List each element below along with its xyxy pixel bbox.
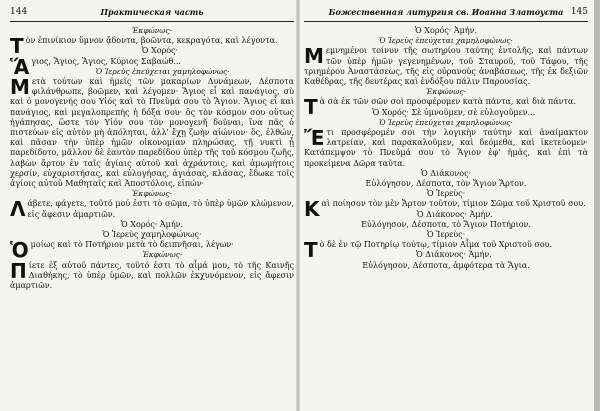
rubric: Ὁ Ἱερεὺς ἐπεύχεται χαμηλοφώνως· xyxy=(95,66,230,76)
paragraph xyxy=(304,46,588,87)
paragraph-text: γιος, Ἅγιος, Ἅγιος, Κύριος Σαβαώθ... xyxy=(31,56,181,66)
drop-cap: Ὁ xyxy=(10,238,29,263)
text-line: Εὐλόγησον, Δέσποτα, τὸ Ἅγιον Ποτήριον. xyxy=(361,219,531,229)
rubric: Ἐκφώνως· xyxy=(132,189,172,199)
paragraph-text: ὰ σὰ ἐκ τῶν σῶν σοὶ προσφέρομεν κατὰ πάντα, καὶ διὰ πάντα. xyxy=(319,97,576,107)
paragraph-text: τι προσφέρομέν σοι τὴν λογικὴν ταύτην καὶ ἀναίμακτον λατρείαν, καὶ παρακαλοῦμεν, καὶ δεόμεθα, καὶ ἱκετεύομεν· Κατάπεμψον τὸ Πνεῦμά σου τὸ Ἅγιον ἐφ' ἡμᾶς, καὶ ἐπὶ τὰ προκείμενα Δῶρα ταῦτα. xyxy=(304,128,588,168)
paragraph-text: ίετε ἐξ αὐτοῦ πάντες, τοῦτό ἐστι τὸ αἷμά μου, τὸ τῆς Καινῆς Διαθήκης, τὸ ὑπὲρ ὑμῶν, καὶ πολλῶν ἐκχυνόμενον, εἰς ἄφεσιν ἁμαρτιῶν. xyxy=(10,260,294,291)
drop-cap: Ἅ xyxy=(10,54,30,79)
drop-cap: Τ xyxy=(304,95,318,120)
speaker-line: Ὁ Χορός· xyxy=(141,46,179,56)
speaker-line: Ὁ Χορός· Σὲ ὑμνοῦμεν, σὲ εὐλογοῦμεν... xyxy=(372,107,536,117)
rubric: Ὁ Ἱερεὺς ἐπεύχεται χαμηλοφώνως· xyxy=(379,117,513,127)
paragraph xyxy=(304,128,588,169)
page-number-left: 144 xyxy=(10,7,28,17)
drop-cap: Π xyxy=(10,258,27,283)
rubric: Ἐκφώνως· xyxy=(132,26,172,35)
left-page-header xyxy=(10,7,294,22)
speaker-line: Ὁ Διάκονος· xyxy=(420,168,472,178)
running-title-left: Практическая часть xyxy=(100,7,204,17)
right-page-body xyxy=(304,26,588,271)
paragraph-text: μοίως καὶ τὸ Ποτήριον μετὰ τὸ δειπνῆσαι, λέγων· xyxy=(30,240,234,250)
rubric: Ἐκφώνως· xyxy=(426,87,466,97)
paragraph-text: εμνημένοι τοίνυν τῆς σωτηρίου ταύτης ἐντολῆς, καὶ πάντων τῶν ὑπὲρ ἡμῶν γεγενημένων, τοῦ Σταυροῦ, τοῦ Τάφου, τῆς τριημέρου Ἀναστάσεως, τῆς εἰς οὐρανοὺς ἀναβάσεως, τῆς ἐκ δεξιῶν Καθέδρας, τῆς δευτέρας καὶ ἐνδόξου πάλιν Παρουσίας. xyxy=(304,46,588,87)
rubric: Ἐκφώνως· xyxy=(142,250,183,260)
speaker-line: Ὁ Διάκονος· Ἀμήν. xyxy=(416,209,493,219)
speaker-line: Ὁ Ἱερεὺς χαμηλοφώνως· xyxy=(102,230,202,240)
page-number-right: 145 xyxy=(570,7,588,17)
paragraph-text: ὸν ἐπινίκιον ὕμνον ᾄδοντα, βοῶντα, κεκραγότα, καὶ λέγοντα. xyxy=(25,36,278,46)
drop-cap: Τ xyxy=(10,34,24,59)
paragraph xyxy=(10,77,294,189)
speaker-line: Ὁ Διάκονος· Ἀμήν. xyxy=(415,250,492,260)
speaker-line: Ὁ Ἱερεὺς· xyxy=(426,189,466,199)
paragraph-text: ετὰ τούτων καὶ ἡμεῖς τῶν μακαρίων Δυνάμεων, Δέσποτα φιλάνθρωπε, βοῶμεν, καὶ λέγομεν· Ἅγιος εἶ καὶ πανάγιος, σὺ καὶ ὁ μονογενής σου Υἱός καὶ τὸ Πνεῦμά σου τὸ Ἅγιον. Ἅγιος εἶ καὶ πανάγιος, καὶ μεγαλοπρεπὴς ἡ δόξα σου· ὃς τὸν κόσμον σου οὕτως ἠγάπησας, ὥστε τὸν Υἱόν σου τὸν μονογενῆ δοῦναι, ἵνα πᾶς ὁ πιστεύων εἰς αὐτὸν μὴ ἀπόληται, ἀλλ' ἔχῃ ζωὴν αἰώνιον· ὃς, ἐλθών, καὶ πᾶσαν τὴν ὑπὲρ ἡμῶν οἰκονομίαν πληρώσας, τῇ νυκτὶ ᾗ παρεδίδοτο, μᾶλλον δὲ ἑαυτὸν παρεδίδου ὑπὲρ τῆς τοῦ κόσμου ζωῆς, λαβὼν ἄρτον ἐν ταῖς ἁγίαις αὐτοῦ καὶ ἀχράντοις, καὶ ἀμωμήτοις χερσίν, εὐχαριστήσας, καὶ εὐλογήσας, ἁγιάσας, κλάσας, ἔδωκε τοῖς ἁγίοις αὐτοῦ Μαθηταῖς καὶ Ἀποστόλοις, εἰπών· xyxy=(10,77,294,189)
paragraph-text: ὸ δὲ ἐν τῷ Ποτηρίῳ τούτῳ, τίμιον Αἷμα τοῦ Χριστοῦ σου. xyxy=(319,240,553,250)
paragraph xyxy=(10,258,294,292)
speaker-line: Ὁ Χορός· Ἀμήν. xyxy=(414,26,478,35)
paragraph xyxy=(10,197,294,222)
rubric: Ὁ Ἱερεὺς ἐπεύχεται χαμηλοφώνως· xyxy=(379,36,513,46)
text-line: Εὐλόγησον, Δέσποτα, τὸν Ἅγιον Ἄρτον. xyxy=(365,179,527,189)
left-page xyxy=(10,0,294,411)
page-edge xyxy=(594,0,600,411)
paragraph-text: άβετε, φάγετε, τοῦτό μού ἐστι τὸ σῶμα, τὸ ὑπὲρ ὑμῶν κλώμενον, εἰς ἄφεσιν ἁμαρτιῶν. xyxy=(27,199,294,219)
drop-cap: Μ xyxy=(304,44,324,69)
drop-cap: Κ xyxy=(304,197,320,222)
speaker-line: Ὁ Ἱερεὺς· xyxy=(426,230,466,240)
book-gutter xyxy=(296,0,300,411)
right-page xyxy=(304,0,588,411)
drop-cap: Τ xyxy=(304,238,318,263)
speaker-line: Ὁ Χορός· Ἀμήν. xyxy=(120,219,184,229)
running-title-right: Божественная литургия св. Иоанна Златоуста xyxy=(328,7,564,17)
text-line: Εὐλόγησον, Δέσποτα, ἀμφότερα τὰ Ἅγια. xyxy=(362,260,530,270)
drop-cap: Μ xyxy=(10,75,30,100)
drop-cap: Λ xyxy=(10,197,26,222)
drop-cap: Ἔ xyxy=(304,126,325,151)
paragraph-text: αὶ ποίησον τὸν μὲν Ἄρτον τοῦτον, τίμιον Σῶμα τοῦ Χριστοῦ σου. xyxy=(321,199,586,209)
left-page-body xyxy=(10,26,294,291)
right-page-header xyxy=(304,7,588,22)
